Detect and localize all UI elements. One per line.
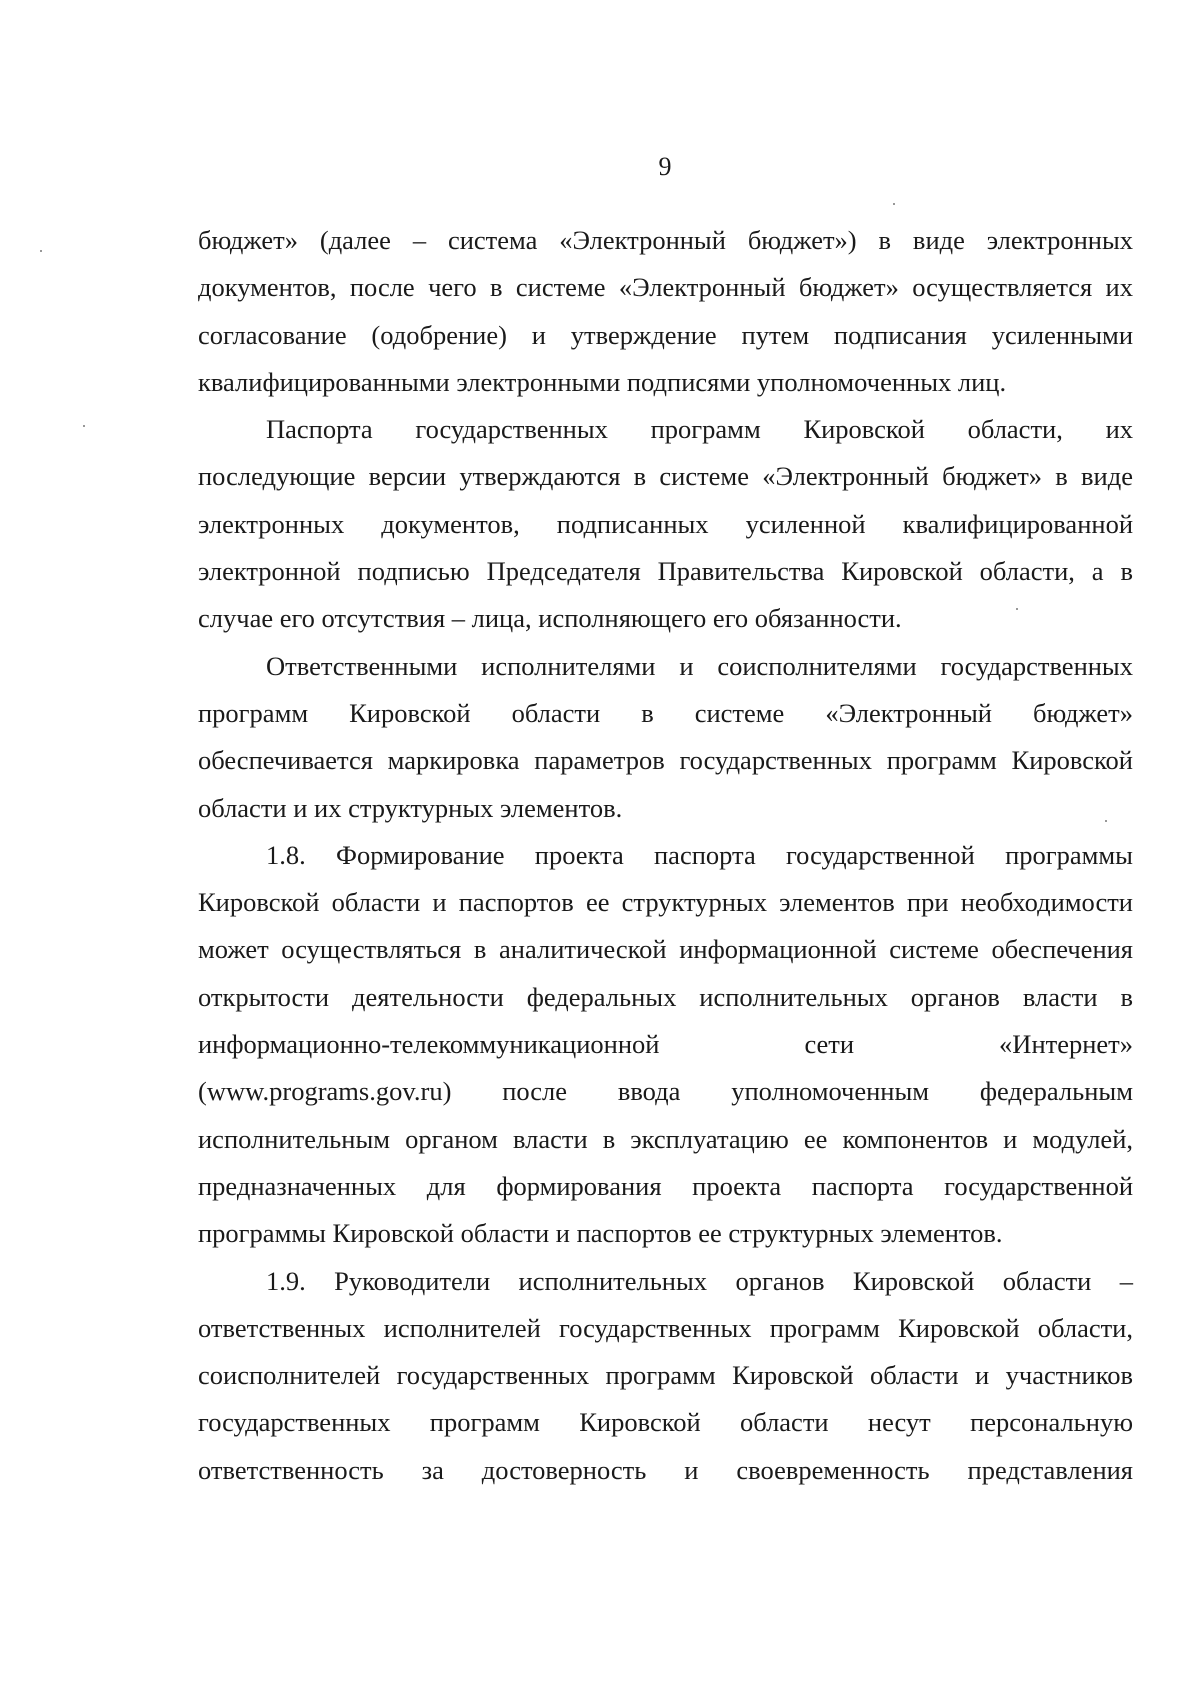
scan-speck xyxy=(83,425,85,427)
paragraph-1-8 xyxy=(198,832,1133,1258)
text-line: исполнительным органом власти в эксплуатацию ее компонентов и модулей, xyxy=(198,1123,1133,1154)
text-line: документов, после чего в системе «Электронный бюджет» осуществляется их xyxy=(198,272,1133,303)
text-line: электронной подписью Председателя Правительства Кировской области, а в xyxy=(198,556,1133,587)
text-line: случае его отсутствия – лица, исполняющего его обязанности. xyxy=(198,603,902,634)
text-line: 1.9. Руководители исполнительных органов Кировской области – xyxy=(266,1265,1133,1296)
scan-speck xyxy=(40,250,42,252)
text-line: Кировской области и паспортов ее структурных элементов при необходимости xyxy=(198,887,1133,918)
text-line: открытости деятельности федеральных исполнительных органов власти в xyxy=(198,981,1133,1012)
paragraph xyxy=(198,643,1133,832)
document-body xyxy=(198,217,1133,1494)
text-line: Ответственными исполнителями и соисполнителями государственных xyxy=(266,650,1133,681)
paragraph xyxy=(198,406,1133,642)
text-line: соисполнителей государственных программ Кировской области и участников xyxy=(198,1360,1133,1391)
text-line: согласование (одобрение) и утверждение путем подписания усиленными xyxy=(198,319,1133,350)
scan-speck xyxy=(1016,608,1018,610)
text-line: информационно-телекоммуникационной сети «Интернет» xyxy=(198,1029,1133,1060)
text-line: бюджет» (далее – система «Электронный бюджет») в виде электронных xyxy=(198,225,1133,255)
paragraph xyxy=(198,217,1133,406)
text-line: последующие версии утверждаются в системе «Электронный бюджет» в виде xyxy=(198,461,1133,492)
text-line: программы Кировской области и паспортов ее структурных элементов. xyxy=(198,1218,1003,1249)
text-line: может осуществляться в аналитической информационной системе обеспечения xyxy=(198,934,1133,965)
page-number: 9 xyxy=(658,152,672,181)
text-line: 1.8. Формирование проекта паспорта государственной программы xyxy=(266,839,1133,870)
text-line: ответственных исполнителей государственных программ Кировской области, xyxy=(198,1312,1133,1343)
text-line: (www.programs.gov.ru) после ввода уполномоченным федеральным xyxy=(198,1076,1133,1107)
paragraph-1-9 xyxy=(198,1258,1133,1494)
text-line: государственных программ Кировской области несут персональную xyxy=(198,1407,1133,1438)
text-line: области и их структурных элементов. xyxy=(198,792,623,823)
text-line: ответственность за достоверность и своевременность представления xyxy=(198,1454,1133,1485)
text-line: обеспечивается маркировка параметров государственных программ Кировской xyxy=(198,745,1133,776)
scan-speck xyxy=(893,203,895,205)
text-line: программ Кировской области в системе «Электронный бюджет» xyxy=(198,697,1133,728)
text-line: электронных документов, подписанных усиленной квалифицированной xyxy=(198,508,1133,539)
text-line: Паспорта государственных программ Кировской области, их xyxy=(266,414,1133,445)
scan-speck xyxy=(1105,820,1107,822)
text-line: квалифицированными электронными подписями уполномоченных лиц. xyxy=(198,366,1007,397)
text-line: предназначенных для формирования проекта паспорта государственной xyxy=(198,1170,1133,1201)
